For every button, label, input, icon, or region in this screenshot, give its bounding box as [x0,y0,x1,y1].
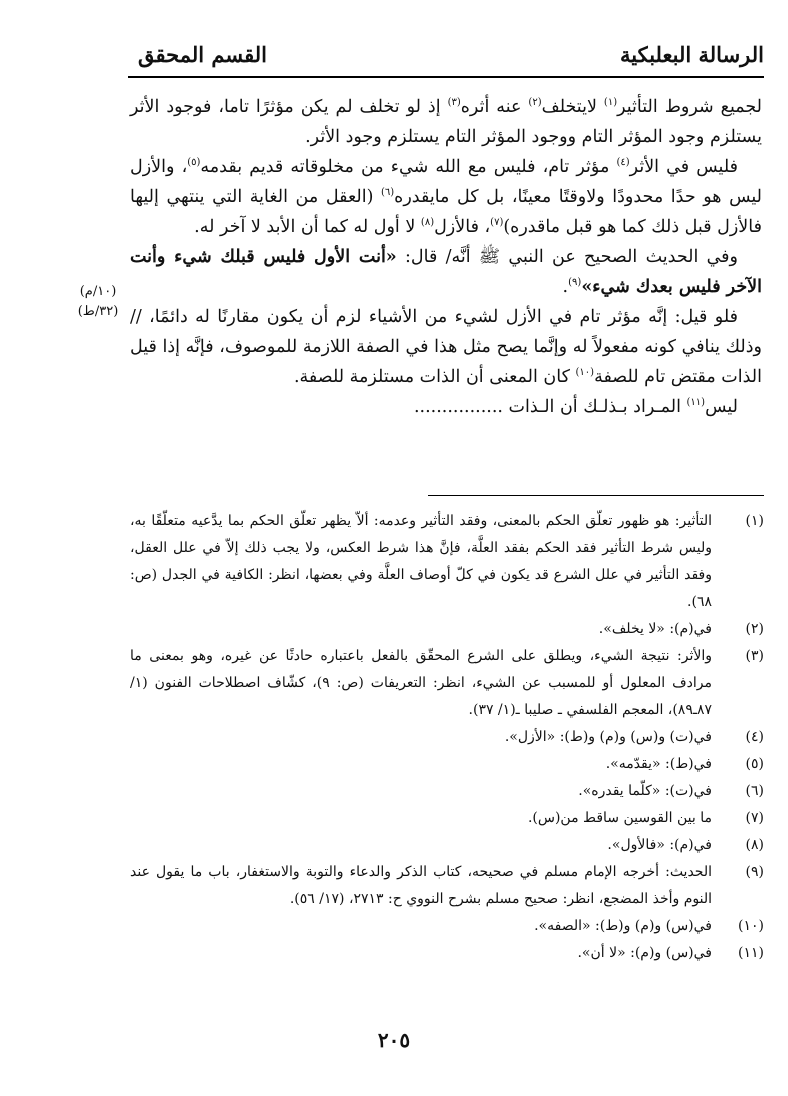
folio-ref-m: (١٠/م) [79,284,117,299]
footnote-text: في(م): «لا يخلف». [598,621,712,637]
continuation-dots: ................ [413,397,503,417]
footnote-2 [130,616,764,643]
footnote-3 [130,643,764,724]
manuscript-folio-note [68,282,128,322]
footnote-4 [130,724,764,751]
footnote-number: (٩) [745,864,764,880]
footnote-ref-9[interactable]: (٩) [568,277,582,289]
footnote-number: (٤) [745,729,764,745]
footnote-ref-10[interactable]: (١٠) [575,367,595,379]
book-title: الرسالة البعلبكية [620,42,764,67]
footnote-ref-6[interactable]: (٦) [380,187,395,199]
paragraph-2: فليس في الأثر$^{(٤)}$ مؤثر تام، فليس مع الله شيء من مخلوقاته قديم بقدمه$^{(٥)}$، والأزل ليس هو حدًا محدودًا ولاوقتًا معينًا، بل كل مايقدره$^{(٦)}$ (العقل من الغاية التي ينتهي إليها فالأزل قبل ذلك كما هو قبل ماقدره)$^{(٧)}$، فالأزل$^{(٨)}$ لا أول له كما أن الأبد لا آخر له. [130,157,762,237]
footnote-8 [130,832,764,859]
footnote-1 [130,508,764,616]
footnote-number: (٣) [745,648,764,664]
hadith-quote: «أنت الأول فليس قبلك شيء وأنت الآخر فليس بعدك شيء» [130,247,762,297]
footnote-ref-2[interactable]: (٢) [528,97,542,109]
footnote-ref-8[interactable]: (٨) [420,217,435,229]
footnote-10 [130,913,764,940]
footnote-5 [130,751,764,778]
footnote-number: (١١) [738,945,764,961]
footnote-text: في(س) و(م): «لا أن». [577,945,712,961]
footnote-number: (٦) [745,783,764,799]
footnote-text: والأثر: نتيجة الشيء، ويطلق على الشرع المحقّق بالفعل باعتباره حادثًا عن غيره، وهو بمعنى ما مرادف المعلول أو للمسبب عن الشيء، انظر: التعريفات (ص: ٩)، كشّاف اصطلاحات الفنون (١/ ٨٧ـ٨٩)، المعجم الفلسفي ـ صليبا ـ(١/ ٣٧). [130,648,712,718]
main-text [130,92,762,422]
footnote-number: (٧) [745,810,764,826]
footnote-number: (٥) [745,756,764,772]
footnotes-section [130,508,764,967]
footnote-ref-4[interactable]: (٤) [616,157,630,169]
footnote-9 [130,859,764,913]
footnote-number: (٨) [745,837,764,853]
footnote-number: (١) [745,513,764,529]
footnote-ref-1[interactable]: (١) [603,97,618,109]
paragraph-1: لجميع شروط التأثير$^{(١)}$ لايتخلف$^{(٢)}$ عنه أثره$^{(٣)}$ إذ لو تخلف لم يكن مؤثرًا تاما، فوجود الأثر يستلزم وجود المؤثر التام ووجود المؤثر التام يستلزم وجود الأثر. [130,97,762,147]
paragraph-3: وفي الحديث الصحيح عن النبي ﷺ أنَّه/ قال: «أنت الأول فليس قبلك شيء وأنت الآخر فليس بعدك شيء»$^{(٩)}$. [130,247,762,297]
footnote-text: في(م): «فالأول». [607,837,712,853]
footnote-ref-7[interactable]: (٧) [490,217,504,229]
footnote-ref-5[interactable]: (٥) [187,157,201,169]
footnote-11 [130,940,764,967]
footnote-number: (٢) [745,621,764,637]
footnote-7 [130,805,764,832]
footnote-text: في(س) و(م) و(ط): «الصفه». [534,918,712,934]
footnote-text: في(ت) و(س) و(م) و(ط): «الأزل». [504,729,712,745]
footnote-text: ما بين القوسين ساقط من(س). [527,810,712,826]
footnote-text: في(ط): «يقدّمه». [605,756,712,772]
footnote-6 [130,778,764,805]
footnote-text: في(ت): «كلّما يقدره». [578,783,712,799]
running-header [128,40,764,78]
section-title: القسم المحقق [138,42,267,67]
paragraph-5: ليس$^{(١١)}$ المـراد بـذلـك أن الـذات ................ [413,397,738,417]
footnote-text: الحديث: أخرجه الإمام مسلم في صحيحه، كتاب الذكر والدعاء والتوبة والاستغفار، باب ما يقول عند النوم وأخذ المضجع، انظر: صحيح مسلم بشرح النووي ح: ٢٧١٣، (١٧/ ٥٦). [130,864,712,907]
footnote-ref-11[interactable]: (١١) [686,397,706,409]
footnote-separator [428,495,764,496]
footnote-ref-3[interactable]: (٣) [447,97,461,109]
paragraph-4: فلو قيل: إنَّه مؤثر تام في الأزل لشيء من الأشياء لزم أن يكون مقارنًا له دائمًا، // وذلك ينافي كونه مفعولاً له وإنَّما يصح مثل هذا في الصفة اللازمة للموصوف، فإنَّه إذا قيل الذات مقتض تام للصفة$^{(١٠)}$ كان المعنى أن الذات مستلزمة للصفة. [130,307,762,387]
page-number: ٢٠٥ [377,1028,411,1052]
footnote-number: (١٠) [738,918,764,934]
folio-ref-t: (٣٢/ط) [77,304,119,319]
footnote-text: التأثير: هو ظهور تعلّق الحكم بالمعنى، وفقد التأثير وعدمه: ألاّ يظهر تعلّق الحكم بما يدَّعيه متعلّقًا به، وليس شرط التأثير فقد الحكم بفقد العلَّة، فإنَّ هذا شرط العكس، ولا يجب ذلك إلاّ في علل العقل، وفقد التأثير في علل الشرع قد يكون في كلّ أوصاف العلَّة وفي بعضها، انظر: الكافية في الجدل (ص: ٦٨). [130,513,712,610]
